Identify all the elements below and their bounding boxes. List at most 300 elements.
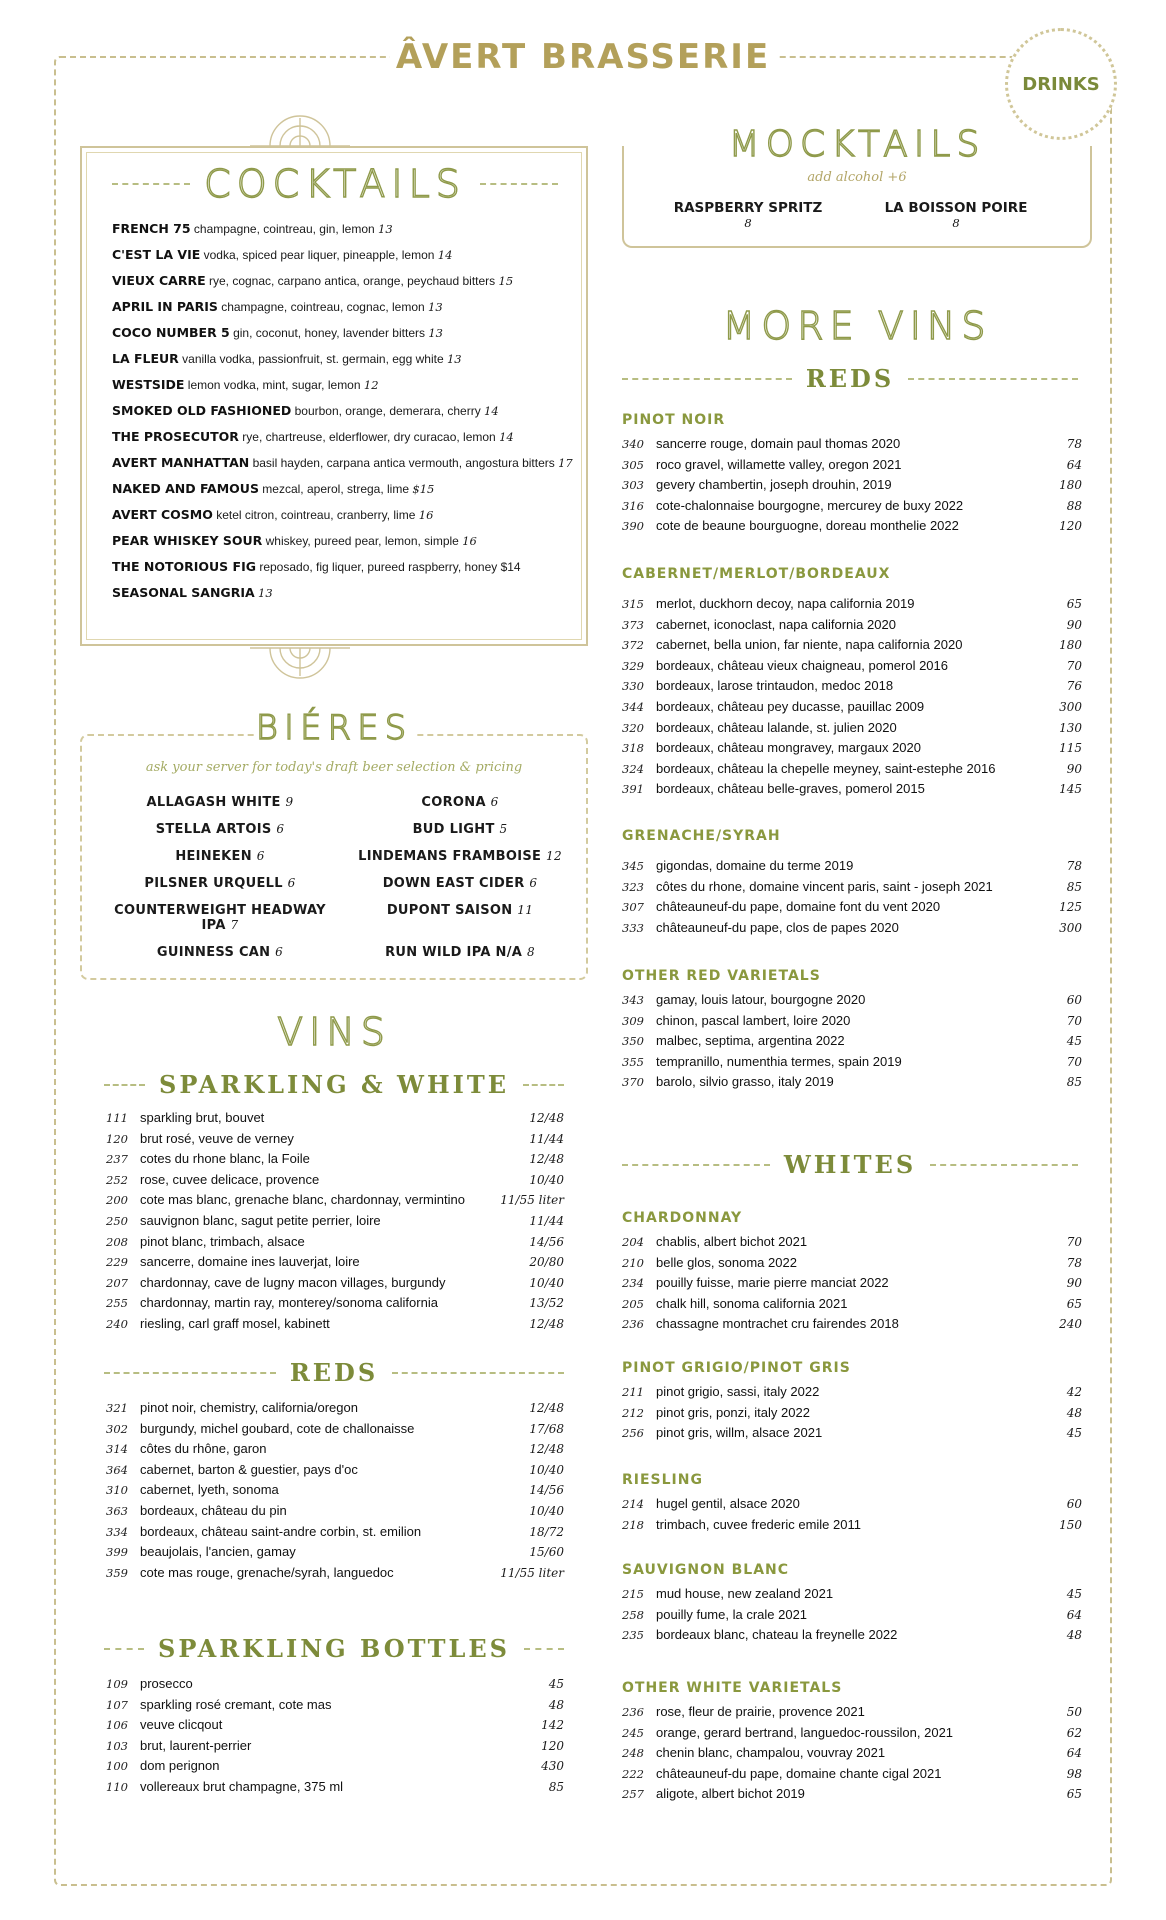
wine-row — [622, 455, 1082, 476]
mocktail-name: LA BOISSON POIRE — [884, 200, 1028, 216]
wine-row — [622, 779, 1082, 800]
whites-header — [622, 1150, 1078, 1179]
wine-name: dom perignon — [140, 1758, 220, 1774]
sparkling-white-title: SPARKLING & WHITE — [159, 1070, 509, 1099]
wine-row — [622, 1314, 1082, 1335]
wine-name: côtes du rhone, domaine vincent paris, saint - joseph 2021 — [656, 878, 993, 894]
wine-bin-number: 355 — [622, 1054, 644, 1069]
wine-price: 125 — [1059, 900, 1082, 915]
cocktail-name: PEAR WHISKEY SOUR — [112, 533, 263, 548]
wine-price: 300 — [1059, 920, 1082, 935]
other-reds-list — [622, 990, 1082, 1093]
beer-price: 6 — [490, 795, 499, 809]
wine-bin-number: 110 — [106, 1779, 128, 1794]
sauvignon-list — [622, 1584, 1082, 1646]
cocktail-price: 13 — [446, 352, 462, 366]
cocktail-price: 15 — [498, 274, 514, 288]
wine-name: mud house, new zealand 2021 — [656, 1586, 834, 1601]
wine-bin-number: 257 — [622, 1787, 644, 1802]
wine-price: 90 — [1066, 761, 1082, 776]
wine-row — [622, 1011, 1082, 1032]
cocktail-price: 12 — [363, 378, 379, 392]
wine-bin-number: 120 — [106, 1131, 128, 1146]
cocktail-name: AVERT MANHATTAN — [112, 455, 250, 470]
wine-name: aligote, albert bichot 2019 — [656, 1786, 805, 1802]
cocktail-name: LA FLEUR — [112, 351, 179, 366]
wine-row — [622, 1072, 1082, 1093]
other-reds-heading: OTHER RED VARIETALS — [622, 968, 821, 984]
cocktail-item — [112, 454, 582, 472]
wine-row — [622, 1584, 1082, 1605]
cocktail-description: rye, cognac, carpano antica, orange, peychaud bitters — [208, 274, 496, 288]
beer-item — [340, 849, 580, 864]
wine-bin-number: 218 — [622, 1517, 644, 1532]
chardonnay-list — [622, 1232, 1082, 1335]
wine-row — [106, 1211, 564, 1232]
wine-price: 11/44 — [529, 1213, 564, 1228]
beer-item — [100, 945, 340, 960]
wine-name: barolo, silvio grasso, italy 2019 — [656, 1074, 834, 1090]
wine-row — [622, 1515, 1082, 1536]
wine-bin-number: 363 — [106, 1503, 128, 1518]
wine-price: 15/60 — [529, 1545, 564, 1560]
wine-name: orange, gerard bertrand, languedoc-roussilon, 2021 — [656, 1724, 954, 1740]
vins-title: VINS — [277, 1010, 391, 1054]
wine-bin-number: 309 — [622, 1013, 644, 1028]
cocktail-name: APRIL IN PARIS — [112, 299, 218, 314]
wine-price: 180 — [1059, 478, 1082, 493]
wine-row — [622, 918, 1082, 939]
wine-row — [106, 1419, 564, 1440]
wine-price: 115 — [1059, 741, 1082, 756]
beer-subtitle: ask your server for today's draft beer selection & pricing — [145, 760, 523, 775]
wine-name: brut rosé, veuve de verney — [140, 1130, 294, 1146]
beer-item — [340, 903, 580, 933]
grenache-list — [622, 856, 1082, 938]
wine-row — [622, 496, 1082, 517]
wine-bin-number: 318 — [622, 741, 644, 756]
wine-name: veuve clicqout — [140, 1717, 223, 1733]
wine-bin-number: 252 — [106, 1172, 128, 1187]
beer-title: BIÉRES — [255, 708, 413, 748]
wine-bin-number: 316 — [622, 498, 644, 513]
wine-name: cabernet, bella union, far niente, napa california 2020 — [656, 637, 963, 653]
wine-price: 13/52 — [529, 1296, 564, 1311]
wine-bin-number: 234 — [622, 1276, 644, 1291]
wine-name: pinot noir, chemistry, california/oregon — [140, 1400, 358, 1415]
wine-price: 85 — [548, 1779, 564, 1794]
wine-row — [106, 1439, 564, 1460]
wine-name: cabernet, lyeth, sonoma — [140, 1482, 279, 1498]
other-whites-list — [622, 1702, 1082, 1805]
cabernet-heading: CABERNET/MERLOT/BORDEAUX — [622, 566, 891, 582]
wine-bin-number: 340 — [622, 437, 644, 451]
wine-name: châteauneuf-du pape, clos de papes 2020 — [656, 919, 899, 935]
wine-row — [622, 1784, 1082, 1805]
wine-bin-number: 106 — [106, 1718, 128, 1733]
wine-row — [622, 856, 1082, 877]
cocktail-price: 14 — [437, 248, 453, 262]
wine-price: 90 — [1066, 1276, 1082, 1291]
divider — [523, 1084, 564, 1086]
cocktail-price: 14 — [499, 430, 514, 444]
wine-price: 90 — [1066, 617, 1082, 632]
cocktail-name: SEASONAL SANGRIA — [112, 585, 255, 600]
beer-price: 6 — [287, 876, 296, 890]
wine-name: trimbach, cuvee frederic emile 2011 — [656, 1516, 861, 1532]
wine-bin-number: 236 — [622, 1705, 644, 1719]
wine-bin-number: 111 — [106, 1111, 128, 1125]
cocktail-description: ketel citron, cointreau, cranberry, lime — [216, 508, 416, 522]
wine-price: 145 — [1059, 782, 1082, 797]
wine-name: belle glos, sonoma 2022 — [656, 1254, 797, 1270]
wine-row — [622, 1764, 1082, 1785]
wine-bin-number: 315 — [622, 597, 644, 611]
wine-bin-number: 215 — [622, 1587, 644, 1601]
pinot-grigio-heading: PINOT GRIGIO/PINOT GRIS — [622, 1360, 851, 1376]
divider — [112, 183, 190, 185]
wine-price: 85 — [1066, 879, 1082, 894]
wine-name: tempranillo, numenthia termes, spain 2019 — [656, 1053, 902, 1069]
wine-price: 11/44 — [529, 1131, 564, 1146]
wine-bin-number: 200 — [106, 1193, 128, 1208]
wine-row — [106, 1480, 564, 1501]
cocktail-description: lemon vodka, mint, sugar, lemon — [187, 378, 361, 392]
cocktail-name: FRENCH 75 — [112, 221, 191, 236]
cocktail-description: reposado, fig liquer, pureed raspberry, honey $14 — [259, 560, 521, 574]
beer-price: 6 — [275, 945, 284, 959]
cocktail-name: COCO NUMBER 5 — [112, 325, 230, 340]
wine-price: 45 — [1066, 1034, 1082, 1049]
cocktail-name: NAKED AND FAMOUS — [112, 481, 259, 496]
reds-glass-header — [104, 1358, 564, 1387]
wine-name: pouilly fume, la crale 2021 — [656, 1606, 808, 1622]
beer-item — [100, 795, 340, 810]
wine-row — [622, 1253, 1082, 1274]
wine-price: 50 — [1066, 1705, 1082, 1719]
wine-row — [106, 1129, 564, 1150]
wine-bin-number: 372 — [622, 638, 644, 653]
wine-price: 120 — [1059, 519, 1082, 534]
cocktail-price: 16 — [418, 508, 434, 522]
wine-row — [106, 1522, 564, 1543]
cocktail-price: $15 — [412, 482, 435, 496]
wine-name: bordeaux, château belle-graves, pomerol 2015 — [656, 781, 925, 797]
wine-price: 76 — [1066, 679, 1082, 694]
wine-row — [622, 1294, 1082, 1315]
wine-name: sancerre rouge, domain paul thomas 2020 — [656, 436, 901, 451]
mocktails-subtitle: add alcohol +6 — [807, 170, 907, 185]
beer-name: RUN WILD IPA N/A — [385, 945, 523, 960]
wine-price: 10/40 — [529, 1503, 564, 1518]
beer-name: DOWN EAST CIDER — [382, 876, 525, 891]
cocktail-price: 17 — [558, 456, 573, 470]
grenache-heading: GRENACHE/SYRAH — [622, 828, 781, 844]
more-reds-title: REDS — [805, 364, 895, 393]
wine-bin-number: 248 — [622, 1746, 644, 1761]
wine-price: 45 — [1066, 1426, 1082, 1441]
wine-price: 10/40 — [529, 1462, 564, 1477]
wine-name: pinot gris, willm, alsace 2021 — [656, 1425, 823, 1441]
wine-bin-number: 344 — [622, 699, 644, 714]
wine-row — [622, 1031, 1082, 1052]
wine-price: 12/48 — [529, 1316, 564, 1331]
wine-price: 64 — [1066, 1746, 1082, 1761]
wine-name: bordeaux, château du pin — [140, 1502, 287, 1518]
cocktail-description: champagne, cointreau, cognac, lemon — [221, 300, 425, 314]
wine-name: vollereaux brut champagne, 375 ml — [140, 1778, 344, 1794]
cocktail-name: SMOKED OLD FASHIONED — [112, 403, 292, 418]
wine-name: roco gravel, willamette valley, oregon 2021 — [656, 456, 902, 472]
wine-price: 142 — [541, 1718, 564, 1733]
wine-bin-number: 255 — [106, 1296, 128, 1311]
cabernet-list — [622, 594, 1082, 800]
pinot-grigio-list — [622, 1382, 1082, 1444]
wine-bin-number: 214 — [622, 1497, 644, 1511]
wine-price: 65 — [1066, 1787, 1082, 1802]
wine-row — [106, 1736, 564, 1757]
beer-price: 12 — [546, 849, 562, 863]
wine-row — [622, 594, 1082, 615]
wine-price: 62 — [1066, 1725, 1082, 1740]
wine-name: burgundy, michel goubard, cote de challonaisse — [140, 1420, 415, 1436]
wine-bin-number: 359 — [106, 1565, 128, 1580]
wine-name: bordeaux, château la chepelle meyney, saint-estephe 2016 — [656, 760, 996, 776]
wine-bin-number: 305 — [622, 457, 644, 472]
wine-bin-number: 390 — [622, 519, 644, 534]
beer-price: 8 — [526, 945, 535, 959]
wine-name: gamay, louis latour, bourgogne 2020 — [656, 992, 866, 1007]
cocktail-name: WESTSIDE — [112, 377, 185, 392]
wine-row — [106, 1715, 564, 1736]
wine-row — [622, 897, 1082, 918]
wine-row — [106, 1314, 564, 1335]
wine-name: cabernet, barton & guestier, pays d'oc — [140, 1461, 358, 1477]
wine-bin-number: 256 — [622, 1426, 644, 1441]
wine-row — [622, 1403, 1082, 1424]
cocktail-price: 14 — [484, 404, 499, 418]
wine-name: chinon, pascal lambert, loire 2020 — [656, 1012, 851, 1028]
wine-name: bordeaux, château mongravey, margaux 2020 — [656, 740, 921, 756]
brand-title: ÂVERT BRASSERIE — [390, 32, 776, 82]
wine-row — [622, 475, 1082, 496]
mocktail-name: RASPBERRY SPRITZ — [673, 200, 823, 216]
beer-item — [340, 945, 580, 960]
cocktail-name: THE PROSECUTOR — [112, 429, 239, 444]
wine-bin-number: 333 — [622, 920, 644, 935]
wine-price: 12/48 — [529, 1111, 564, 1125]
wine-bin-number: 370 — [622, 1075, 644, 1090]
beer-name: GUINNESS CAN — [156, 945, 271, 960]
wine-row — [106, 1695, 564, 1716]
art-deco-fan-bottom-ornament — [250, 646, 350, 680]
wine-name: cote mas rouge, grenache/syrah, languedoc — [140, 1564, 394, 1580]
wine-name: cote-chalonnaise bourgogne, mercurey de buxy 2022 — [656, 497, 964, 513]
wine-bin-number: 323 — [622, 879, 644, 894]
wine-name: gigondas, domaine du terme 2019 — [656, 858, 854, 873]
wine-price: 11/55 liter — [500, 1565, 564, 1580]
wine-price: 17/68 — [529, 1421, 564, 1436]
wine-name: sparkling brut, bouvet — [140, 1110, 265, 1125]
wine-price: 88 — [1066, 498, 1082, 513]
divider — [930, 1164, 1078, 1166]
wine-name: hugel gentil, alsace 2020 — [656, 1496, 800, 1511]
wine-name: gevery chambertin, joseph drouhin, 2019 — [656, 477, 892, 493]
wine-row — [106, 1501, 564, 1522]
divider — [104, 1084, 145, 1086]
beer-name: PILSNER URQUELL — [144, 876, 283, 891]
cocktail-description: vodka, spiced pear liquer, pineapple, lemon — [203, 248, 435, 262]
mocktail-price: 8 — [744, 216, 752, 230]
wine-row — [106, 1777, 564, 1798]
wine-price: 130 — [1059, 720, 1082, 735]
wine-price: 45 — [1066, 1587, 1082, 1601]
cocktail-item — [112, 428, 582, 446]
pinot-noir-heading: PINOT NOIR — [622, 412, 726, 428]
wine-row — [622, 718, 1082, 739]
wine-name: cote mas blanc, grenache blanc, chardonnay, vermintino — [140, 1192, 465, 1208]
wine-row — [622, 1232, 1082, 1253]
cocktail-item — [112, 272, 582, 290]
wine-name: bordeaux, château vieux chaigneau, pomerol 2016 — [656, 657, 948, 673]
wine-bin-number: 205 — [622, 1296, 644, 1311]
wine-price: 11/55 liter — [500, 1193, 564, 1208]
wine-row — [106, 1232, 564, 1253]
wine-row — [106, 1149, 564, 1170]
beer-price: 7 — [230, 918, 239, 932]
cocktail-item — [112, 298, 582, 316]
wine-price: 10/40 — [529, 1172, 564, 1187]
beer-price: 9 — [285, 795, 294, 809]
beer-item — [340, 876, 580, 891]
wine-price: 70 — [1066, 1054, 1082, 1069]
wine-bin-number: 207 — [106, 1275, 128, 1290]
wine-price: 78 — [1066, 437, 1082, 451]
cocktail-description: basil hayden, carpana antica vermouth, angostura bitters — [252, 456, 555, 470]
wine-name: malbec, septima, argentina 2022 — [656, 1033, 845, 1049]
wine-price: 180 — [1059, 638, 1082, 653]
wine-name: cabernet, iconoclast, napa california 2020 — [656, 616, 896, 632]
sauvignon-heading: SAUVIGNON BLANC — [622, 1562, 790, 1578]
mocktail-price: 8 — [952, 216, 960, 230]
wine-name: bordeaux, château lalande, st. julien 2020 — [656, 719, 897, 735]
wine-bin-number: 391 — [622, 782, 644, 797]
wine-row — [622, 1382, 1082, 1403]
more-reds-header — [622, 364, 1078, 393]
wine-name: brut, laurent-perrier — [140, 1737, 252, 1753]
cocktail-description: mezcal, aperol, strega, lime — [262, 482, 410, 496]
wine-name: chalk hill, sonoma california 2021 — [656, 1295, 848, 1311]
divider — [908, 378, 1078, 380]
wine-bin-number: 107 — [106, 1697, 128, 1712]
wine-row — [622, 1702, 1082, 1723]
beer-price: 6 — [529, 876, 538, 890]
divider — [480, 183, 558, 185]
other-whites-heading: OTHER WHITE VARIETALS — [622, 1680, 843, 1696]
mocktail-item — [648, 200, 848, 230]
wine-row — [622, 676, 1082, 697]
wine-name: sparkling rosé cremant, cote mas — [140, 1696, 332, 1712]
wine-row — [106, 1273, 564, 1294]
wine-price: 60 — [1066, 993, 1082, 1007]
cocktail-price: 13 — [428, 300, 443, 314]
wine-bin-number: 334 — [106, 1524, 128, 1539]
beer-name: BUD LIGHT — [412, 822, 495, 837]
wine-bin-number: 345 — [622, 859, 644, 873]
wine-row — [622, 1052, 1082, 1073]
cocktail-price: 16 — [462, 534, 477, 548]
wine-bin-number: 210 — [622, 1255, 644, 1270]
wine-price: 120 — [541, 1738, 564, 1753]
wine-bin-number: 307 — [622, 900, 644, 915]
wine-name: riesling, carl graff mosel, kabinett — [140, 1315, 330, 1331]
cocktail-name: VIEUX CARRE — [112, 273, 206, 288]
wine-bin-number: 236 — [622, 1317, 644, 1332]
sparkling-bottles-header — [104, 1634, 564, 1663]
wine-price: 48 — [548, 1697, 564, 1712]
wine-row — [622, 434, 1082, 455]
wine-bin-number: 320 — [622, 720, 644, 735]
divider — [392, 1372, 564, 1374]
cocktail-description: champagne, cointreau, gin, lemon — [193, 222, 375, 236]
wine-price: 430 — [541, 1759, 564, 1774]
cocktail-item — [112, 506, 582, 524]
divider — [104, 1372, 276, 1374]
wine-name: pinot blanc, trimbach, alsace — [140, 1233, 305, 1249]
wine-bin-number: 237 — [106, 1152, 128, 1167]
wine-row — [622, 1743, 1082, 1764]
cocktail-description: whiskey, pureed pear, lemon, simple — [265, 534, 459, 548]
wine-row — [622, 1423, 1082, 1444]
divider — [622, 378, 792, 380]
wine-price: 150 — [1059, 1517, 1082, 1532]
wine-bin-number: 208 — [106, 1234, 128, 1249]
beer-name: COUNTERWEIGHT HEADWAY IPA — [114, 903, 326, 933]
wine-bin-number: 314 — [106, 1442, 128, 1457]
wine-row — [106, 1542, 564, 1563]
wine-price: 64 — [1066, 1607, 1082, 1622]
wine-name: pinot gris, ponzi, italy 2022 — [656, 1404, 810, 1420]
cocktail-description: vanilla vodka, passionfruit, st. germain, egg white — [182, 352, 444, 366]
cocktail-price: 13 — [258, 586, 273, 600]
beer-item — [100, 849, 340, 864]
wine-bin-number: 109 — [106, 1677, 128, 1691]
wine-bin-number: 103 — [106, 1738, 128, 1753]
wine-bin-number: 330 — [622, 679, 644, 694]
divider — [524, 1648, 564, 1650]
cocktail-item — [112, 532, 582, 550]
wine-row — [106, 1190, 564, 1211]
beer-list — [100, 795, 580, 960]
wine-row — [106, 1563, 564, 1584]
beer-price: 11 — [517, 903, 534, 917]
wine-name: châteauneuf-du pape, domaine font du vent 2020 — [656, 899, 941, 915]
wine-name: sauvignon blanc, sagut petite perrier, loire — [140, 1212, 381, 1228]
sparkling-white-header — [104, 1070, 564, 1099]
wine-name: bordeaux blanc, chateau la freynelle 2022 — [656, 1627, 898, 1643]
wine-row — [106, 1398, 564, 1419]
wine-price: 14/56 — [529, 1483, 564, 1498]
wine-row — [622, 1723, 1082, 1744]
riesling-heading: RIESLING — [622, 1472, 703, 1488]
wine-row — [622, 697, 1082, 718]
reds-glass-title: REDS — [289, 1358, 379, 1387]
wine-row — [106, 1756, 564, 1777]
wine-bin-number: 211 — [622, 1385, 644, 1399]
beer-name: LINDEMANS FRAMBOISE — [358, 849, 542, 864]
wine-bin-number: 100 — [106, 1759, 128, 1774]
wine-price: 10/40 — [529, 1275, 564, 1290]
